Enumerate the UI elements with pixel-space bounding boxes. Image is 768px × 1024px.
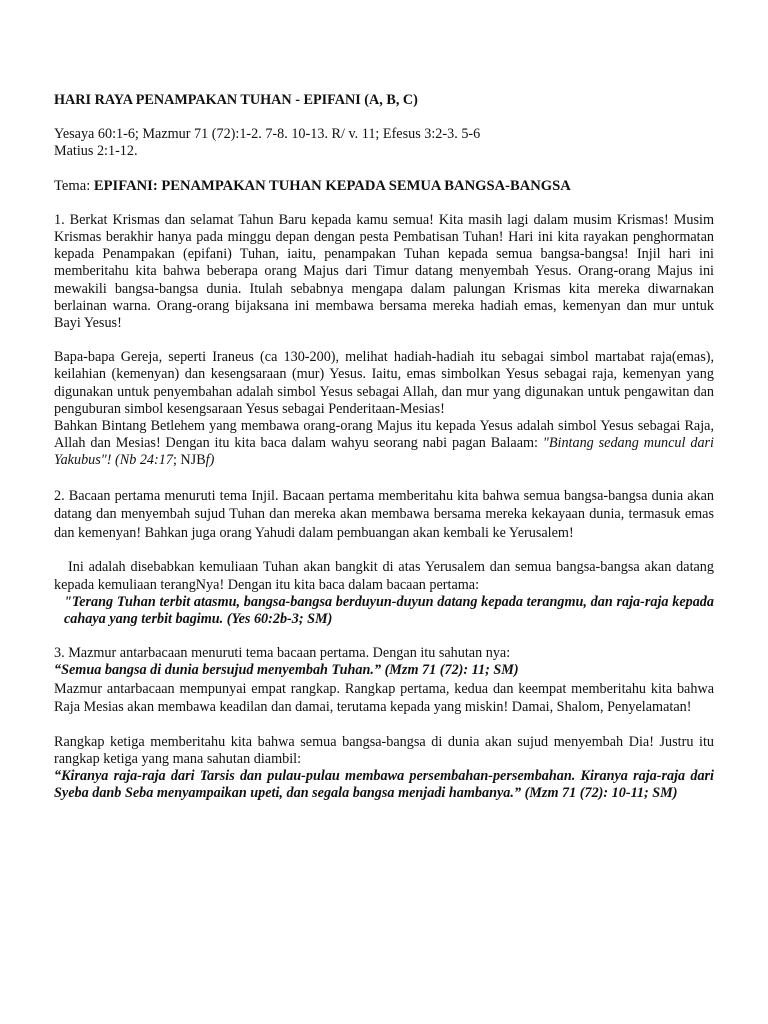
- document-page: [54, 92, 714, 803]
- quote-psalm-response: “Semua bangsa di dunia bersujud menyembah Tuhan.” (Mzm 71 (72): 11; SM): [54, 662, 519, 679]
- quote-isaiah: "Terang Tuhan terbit atasmu, bangsa-bangsa berduyun-duyun datang kepada terangmu, dan raja-raja kepada cahaya yang terbit bagimu. (Yes 60:2b-3; SM): [64, 593, 714, 628]
- paragraph-6: 3. Mazmur antarbacaan menuruti tema bacaan pertama. Dengan itu sahutan nya:: [54, 645, 511, 662]
- document-title: HARI RAYA PENAMPAKAN TUHAN - EPIFANI (A, B, C): [54, 92, 418, 108]
- paragraph-7: Mazmur antarbacaan mempunyai empat rangkap. Rangkap pertama, kedua dan keempat memberitahu kita bahwa Raja Mesias akan membawa keadilan dan damai, terutama kepada yang miskin! Damai, Shalom, Penyelamatan!: [54, 680, 714, 716]
- balaam-ref-sep: ; NJB: [172, 452, 206, 469]
- readings-line-2: Matius 2:1-12.: [54, 143, 138, 160]
- paragraph-5: Ini adalah disebabkan kemuliaan Tuhan akan bangkit di atas Yerusalem dan semua bangsa-bangsa akan datang kepada kemuliaan terangNya! Dengan itu kita baca dalam bacaan pertama:: [54, 559, 714, 593]
- theme-label: Tema:: [54, 177, 94, 194]
- theme-line: [54, 178, 714, 195]
- paragraph-3: [54, 418, 714, 470]
- quote-psalm-verses: “Kiranya raja-raja dari Tarsis dan pulau-pulau membawa persembahan-persembahan. Kiranya raja-raja dari Syeba danb Seba menyampaikan upeti, dan segala bangsa menjadi hambanya.” (Mzm 71 (72): 10-11; SM): [54, 768, 714, 802]
- paragraph-3-text: Bahkan Bintang Betlehem yang membawa orang-orang Majus itu kepada Yesus adalah simbol Yesus sebagai Raja, Allah dan Mesias! Dengan itu kita baca dalam wahyu seorang nabi pagan Balaam:: [54, 418, 714, 452]
- theme-text: EPIFANI: PENAMPAKAN TUHAN KEPADA SEMUA BANGSA-BANGSA: [93, 177, 571, 194]
- balaam-ref-end: f): [205, 452, 215, 469]
- readings-line-1: Yesaya 60:1-6; Mazmur 71 (72):1-2. 7-8. 10-13. R/ v. 11; Efesus 3:2-3. 5-6: [54, 126, 481, 143]
- readings-list: [54, 126, 714, 160]
- balaam-quote: "Bintang sedang muncul dari Yakubus"! (Nb 24:17: [54, 435, 714, 469]
- paragraph-4: 2. Bacaan pertama menuruti tema Injil. Bacaan pertama memberitahu kita bahwa semua bangsa-bangsa dunia akan datang dan menyembah sujud Tuhan dan mereka akan membawa bersama mereka kekayaan dunia, termasuk emas dan kemenyan! Bahkan juga orang Yahudi dalam pembuangan akan kembali ke Yerusalem!: [54, 487, 714, 541]
- paragraph-8: Rangkap ketiga memberitahu kita bahwa semua bangsa-bangsa di dunia akan sujud menyembah Dia! Justru itu rangkap ketiga yang mana sahutan diambil:: [54, 733, 714, 768]
- paragraph-2: Bapa-bapa Gereja, seperti Iraneus (ca 130-200), melihat hadiah-hadiah itu sebagai simbol martabat raja(emas), keilahian (kemenyan) dan kesengsaraan (mur) Yesus. Iaitu, emas simbolkan Yesus sebagai raja, kemenyan yang digunakan untuk penyembahan adalah simbol Yesus sebagai Allah, dan mur yang digunakan untuk pengawitan dan penguburan simbol kesengsaraan Yesus sebagai Penderitaan-Mesias!: [54, 349, 714, 417]
- paragraph-1: 1. Berkat Krismas dan selamat Tahun Baru kepada kamu semua! Kita masih lagi dalam musim Krismas! Musim Krismas berakhir hanya pada minggu depan dengan pesta Pembatisan Tuhan! Hari ini kita rayakan penghormatan kepada Penampakan (epifani) Tuhan, iaitu, penampakan Tuhan kepada semua bangsa-bangsa! Injil hari ini memberitahu kita bahwa beberapa orang Majus dari Timur datang menyembah Yesus. Orang-orang Majus ini mewakili bangsa-bangsa dunia. Itulah sebabnya mengapa dalam palungan Krismas kita mereka diwarnakan berlainan warna. Orang-orang bijaksana ini membawa bersama mereka hadiah emas, kemenyan dan mur untuk Bayi Yesus!: [54, 211, 714, 332]
